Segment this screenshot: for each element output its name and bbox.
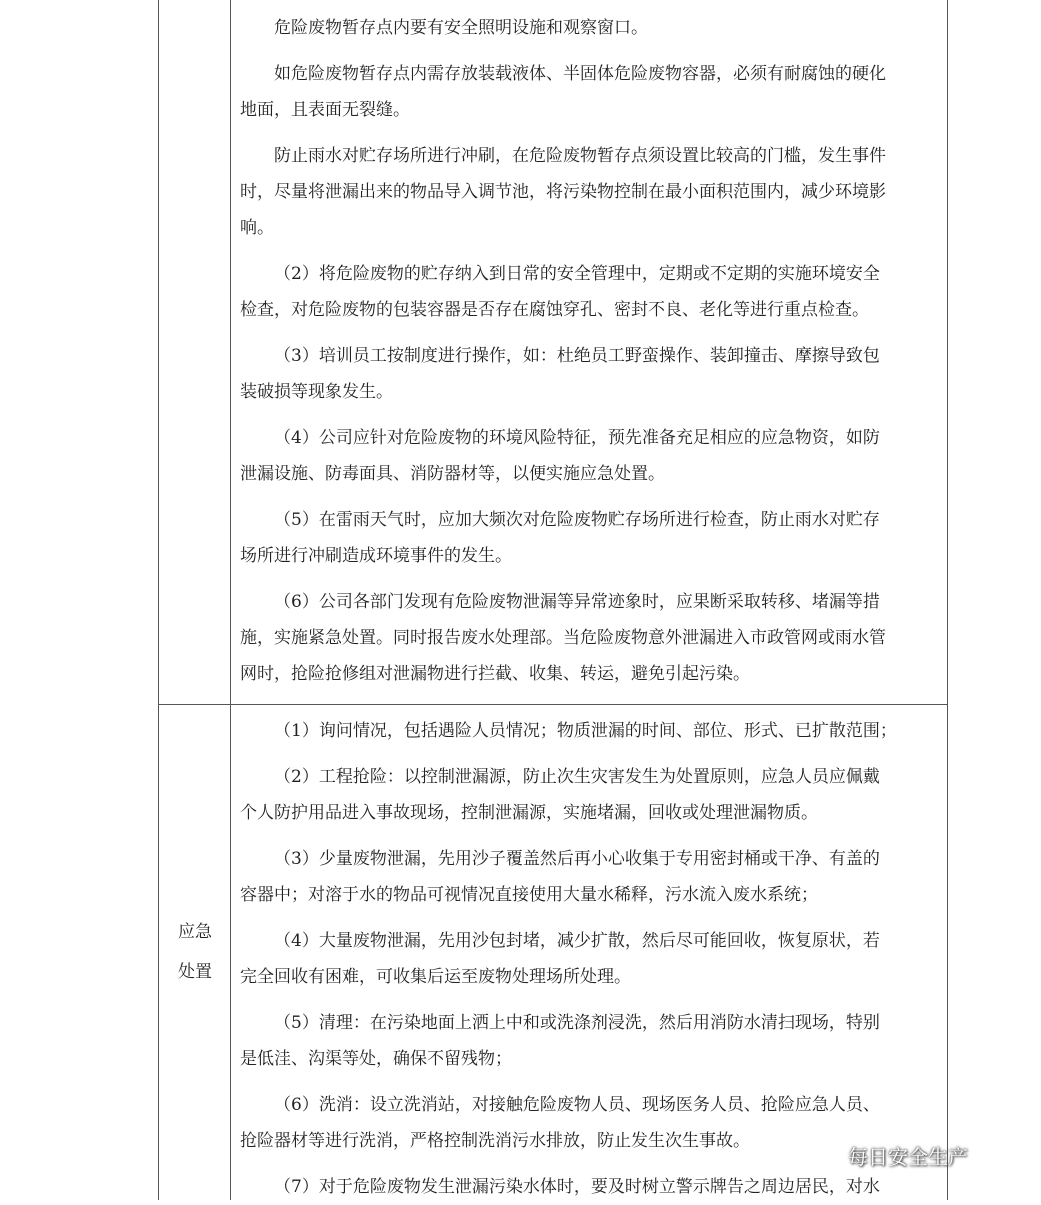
column-divider	[230, 0, 231, 1200]
text-line: （3）少量废物泄漏，先用沙子覆盖然后再小心收集于专用密封桶或干净、有盖的	[274, 849, 880, 869]
text-line: 危险废物暂存点内要有安全照明设施和观察窗口。	[274, 18, 648, 38]
text-line: 施，实施紧急处置。同时报告废水处理部。当危险废物意外泄漏进入市政管网或雨水管	[240, 628, 886, 648]
paragraph	[240, 1005, 940, 1077]
text-line: （2）将危险废物的贮存纳入到日常的安全管理中，定期或不定期的实施环境安全	[274, 264, 880, 284]
paragraph	[240, 502, 940, 574]
row-divider	[158, 704, 948, 705]
text-line: （5）清理：在污染地面上洒上中和或洗涤剂浸洗，然后用消防水清扫现场，特别	[274, 1013, 880, 1033]
text-line: （3）培训员工按制度进行操作，如：杜绝员工野蛮操作、装卸撞击、摩擦导致包	[274, 346, 880, 366]
paragraph	[240, 584, 940, 692]
text-line: 个人防护用品进入事故现场，控制泄漏源，实施堵漏，回收或处理泄漏物质。	[240, 803, 818, 823]
paragraph	[240, 10, 940, 46]
paragraph	[240, 338, 940, 410]
row-label-line: 处置	[178, 962, 212, 982]
text-line: 是低洼、沟渠等处，确保不留残物；	[240, 1049, 512, 1069]
text-line: 防止雨水对贮存场所进行冲刷，在危险废物暂存点须设置比较高的门槛，发生事件	[274, 146, 886, 166]
text-line: （6）公司各部门发现有危险废物泄漏等异常迹象时，应果断采取转移、堵漏等措	[274, 592, 880, 612]
paragraph	[240, 138, 940, 246]
row1-content-cell	[240, 10, 940, 692]
text-line: 场所进行冲刷造成环境事件的发生。	[240, 546, 512, 566]
text-line: 检查，对危险废物的包装容器是否存在腐蚀穿孔、密封不良、老化等进行重点检查。	[240, 300, 869, 320]
paragraph	[240, 759, 940, 831]
paragraph	[240, 56, 940, 128]
text-line: （1）询问情况，包括遇险人员情况；物质泄漏的时间、部位、形式、已扩散范围；	[274, 721, 897, 741]
row2-label-cell	[162, 912, 228, 992]
text-line: 网时，抢险抢修组对泄漏物进行拦截、收集、转运，避免引起污染。	[240, 664, 750, 684]
paragraph	[240, 420, 940, 492]
text-line: （4）大量废物泄漏，先用沙包封堵，减少扩散，然后尽可能回收，恢复原状，若	[274, 931, 880, 951]
paragraph	[240, 923, 940, 995]
paragraph	[240, 841, 940, 913]
watermark	[810, 1138, 968, 1172]
text-line: 响。	[240, 218, 274, 238]
text-line: （4）公司应针对危险废物的环境风险特征，预先准备充足相应的应急物资，如防	[274, 428, 880, 448]
paragraph	[240, 713, 940, 749]
text-line: 装破损等现象发生。	[240, 382, 393, 402]
text-line: 泄漏设施、防毒面具、消防器材等，以便实施应急处置。	[240, 464, 665, 484]
watermark-text: 每日安全生产	[848, 1144, 968, 1169]
row2-content-cell	[240, 713, 940, 1205]
wechat-icon	[810, 1142, 840, 1168]
text-line: 完全回收有困难，可收集后运至废物处理场所处理。	[240, 967, 631, 987]
text-line: 地面，且表面无裂缝。	[240, 100, 410, 120]
row-label-line: 应急	[178, 922, 212, 942]
text-line: 容器中；对溶于水的物品可视情况直接使用大量水稀释，污水流入废水系统；	[240, 885, 818, 905]
text-line: （5）在雷雨天气时，应加大频次对危险废物贮存场所进行检查，防止雨水对贮存	[274, 510, 880, 530]
text-line: （7）对于危险废物发生泄漏污染水体时，要及时树立警示牌告之周边居民，对水	[274, 1177, 880, 1197]
text-line: （2）工程抢险：以控制泄漏源，防止次生灾害发生为处置原则，应急人员应佩戴	[274, 767, 880, 787]
text-line: 抢险器材等进行洗消，严格控制洗消污水排放，防止发生次生事故。	[240, 1131, 750, 1151]
text-line: 时，尽量将泄漏出来的物品导入调节池，将污染物控制在最小面积范围内，减少环境影	[240, 182, 886, 202]
text-line: （6）洗消：设立洗消站，对接触危险废物人员、现场医务人员、抢险应急人员、	[274, 1095, 880, 1115]
paragraph	[240, 256, 940, 328]
text-line: 如危险废物暂存点内需存放装载液体、半固体危险废物容器，必须有耐腐蚀的硬化	[274, 64, 886, 84]
